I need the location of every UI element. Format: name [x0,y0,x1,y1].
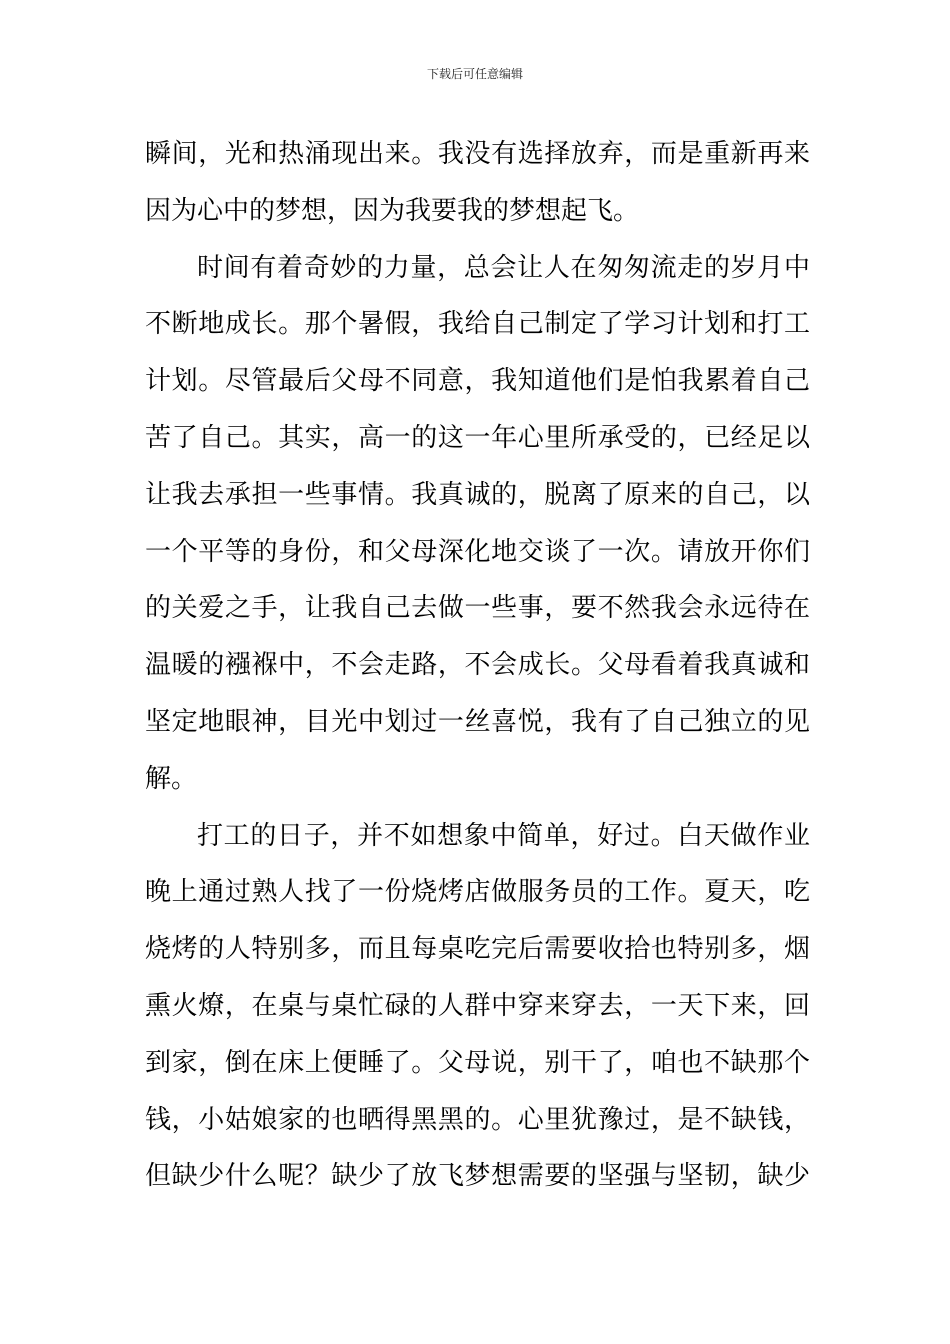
document-body [145,126,810,1205]
text-line: 烧烤的人特别多，而且每桌吃完后需要收拾也特别多，烟 [145,934,810,965]
text-line: 的关爱之手，让我自己去做一些事，要不然我会永远待在 [145,593,810,624]
text-line: 解。 [145,763,198,794]
text-line: 计划。尽管最后父母不同意，我知道他们是怕我累着自己 [145,366,810,397]
text-line: 因为心中的梦想，因为我要我的梦想起飞。 [145,195,640,226]
text-line: 温暖的襁褓中，不会走路，不会成长。父母看着我真诚和 [145,650,810,681]
page-header: 下载后可任意编辑 [426,67,523,81]
text-line: 熏火燎，在桌与桌忙碌的人群中穿来穿去，一天下来，回 [145,990,810,1021]
text-line: 钱，小姑娘家的也晒得黑黑的。心里犹豫过，是不缺钱， [145,1104,810,1135]
text-line: 晚上通过熟人找了一份烧烤店做服务员的工作。夏天，吃 [145,877,810,908]
text-line: 一个平等的身份，和父母深化地交谈了一次。请放开你们 [145,536,810,567]
text-line: 到家，倒在床上便睡了。父母说，别干了，咱也不缺那个 [145,1047,810,1078]
text-line: 但缺少什么呢？缺少了放飞梦想需要的坚强与坚韧，缺少 [145,1161,810,1192]
text-line: 坚定地眼神，目光中划过一丝喜悦，我有了自己独立的见 [145,706,810,737]
text-line: 打工的日子，并不如想象中简单，好过。白天做作业 [197,820,810,851]
text-line: 让我去承担一些事情。我真诚的，脱离了原来的自己，以 [145,479,810,510]
text-line: 苦了自己。其实，高一的这一年心里所承受的，已经足以 [145,422,810,453]
text-line: 时间有着奇妙的力量，总会让人在匆匆流走的岁月中 [197,252,810,283]
text-line: 不断地成长。那个暑假，我给自己制定了学习计划和打工 [145,309,810,340]
text-line: 瞬间，光和热涌现出来。我没有选择放弃，而是重新再来 [145,139,810,169]
